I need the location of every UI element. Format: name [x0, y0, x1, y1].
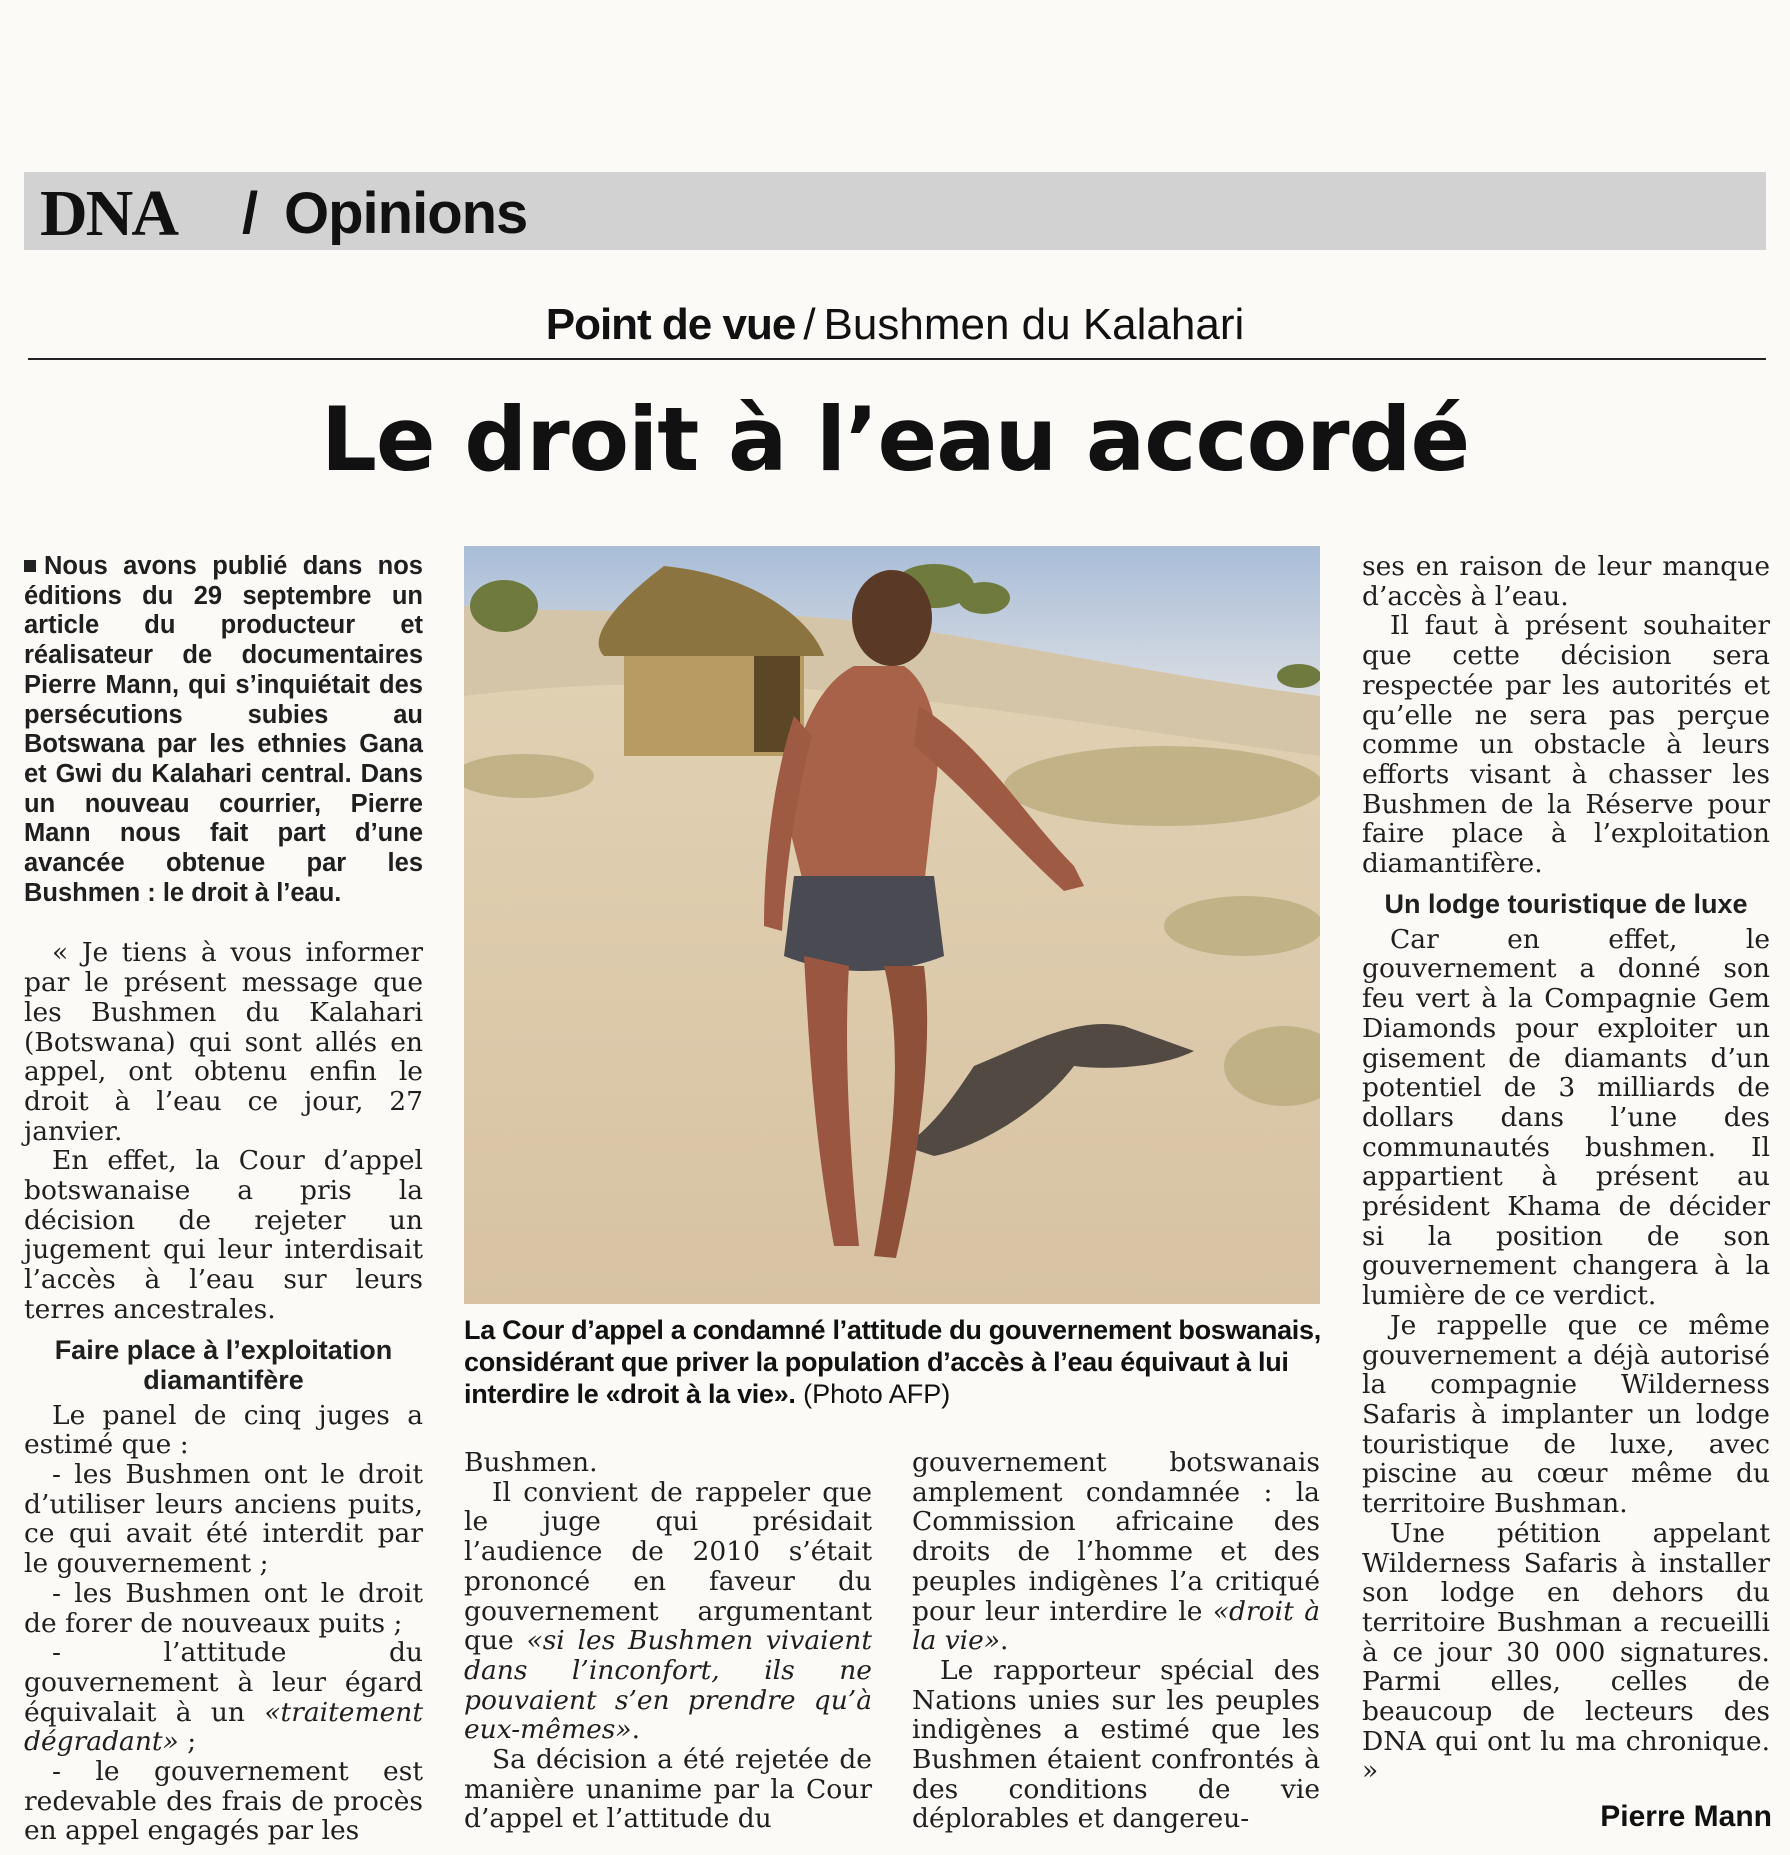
photo-caption — [464, 1314, 1324, 1410]
list-item — [24, 1638, 423, 1757]
list-item-quote: «traitement dégradant» — [24, 1696, 423, 1758]
column-3 — [912, 1448, 1320, 1834]
body-paragraph: Sa décision a été rejetée de manière unanime par la Cour d’appel et l’attitude du — [464, 1744, 872, 1835]
body-paragraph: Une pétition appelant Wilderness Safaris à installer son lodge en dehors du territoire Bushman a recueilli à ce jour 30 000 signatures. Parmi elles, celles de beaucoup de lecteurs des DNA qui ont lu ma chronique. » — [1362, 1517, 1770, 1787]
body-quote: «droit à la vie» — [912, 1595, 1320, 1657]
body-paragraph — [912, 1448, 1320, 1656]
masthead-separator: / — [242, 181, 259, 246]
body-paragraph: ses en raison de leur manque d’accès à l’eau. — [1362, 551, 1770, 612]
headline: Le droit à l’eau accordé — [320, 388, 1470, 491]
body-paragraph: Je rappelle que ce même gouvernement a déjà autorisé la compagnie Wilderness Safaris à implanter un lodge touristique de luxe, avec piscine au cœur même du territoire Bushman. — [1362, 1309, 1770, 1520]
list-item-text: - l’attitude du gouvernement à leur égard équivalait à un — [24, 1637, 423, 1728]
lead-text: Nous avons publié dans nos éditions du 29 septembre un article du producteur et réalisateur de documentaires Pierre Mann, qui s’inquiétait des persécutions subies au Botswana par les ethnies Gana et Gwi du Kalahari central. Dans un nouveau courrier, Pierre Mann nous fait part d’une avancée obtenue par les Bushmen : le droit à l’eau. — [24, 552, 423, 907]
masthead-band — [24, 172, 1766, 250]
body-paragraph: « Je tiens à vous informer par le présent message que les Bushmen du Kalahari (Botswana) qui sont allés en appel, ont obtenu enfin le droit à l’eau ce jour, 27 janvier. — [24, 937, 423, 1147]
body-paragraph — [464, 1478, 872, 1745]
body-paragraph: En effet, la Cour d’appel botswanaise a pris la décision de rejeter un jugement qui leur interdisait l’accès à l’eau sur leurs terres ancestrales. — [24, 1145, 423, 1325]
rubric-rule — [28, 358, 1766, 360]
author-signature: Pierre Mann — [1600, 1800, 1772, 1833]
masthead-section: Opinions — [284, 181, 528, 246]
rubric — [0, 300, 1790, 350]
body-paragraph: Le panel de cinq juges a estimé que : — [24, 1399, 423, 1461]
masthead-brand: DNA — [40, 177, 177, 250]
body-paragraph: Il faut à présent souhaiter que cette décision sera respectée par les autorités et qu’elle ne sera pas perçue comme un obstacle à leurs efforts visant à chasser les Bushmen de la Réserve pour faire place à l’exploitation diamantifère. — [1362, 610, 1770, 880]
list-item: - le gouvernement est redevable des frais de procès en appel engagés par les — [24, 1756, 423, 1847]
list-item: - les Bushmen ont le droit d’utiliser leurs anciens puits, ce qui avait été interdit par le gouvernement ; — [24, 1458, 423, 1580]
subheading: Un lodge touristique de luxe — [1384, 888, 1748, 919]
rubric-topic: Bushmen du Kalahari — [823, 300, 1245, 349]
body-text: . — [631, 1714, 641, 1746]
photo-credit: (Photo AFP) — [803, 1379, 951, 1409]
photo-illustration — [464, 546, 1320, 1304]
list-item: - les Bushmen ont le droit de forer de nouveaux puits ; — [24, 1577, 423, 1639]
article-photo — [464, 546, 1320, 1304]
lead-paragraph — [24, 552, 423, 908]
body-text: Il convient de rappeler que le juge qui présidait l’audience de 2010 s’était prononcé en faveur du gouvernement argumentant que — [464, 1476, 872, 1657]
lead-bullet — [24, 560, 36, 572]
body-text: . — [1000, 1625, 1009, 1657]
caption-text: La Cour d’appel a condamné l’attitude du gouvernement boswanais, considérant que priver la population d’accès à l’eau équivaut à lui interdire le «droit à la vie». — [464, 1315, 1321, 1409]
body-paragraph: Car en effet, le gouvernement a donné son feu vert à la Compagnie Gem Diamonds pour exploiter un gisement de diamants d’un potentiel de 3 milliards de dollars dans l’une des communautés bushmen. Il appartient à présent au président Khama de décider si la position de son gouvernement changera à la lumière de ce verdict. — [1362, 923, 1770, 1312]
subheading: Faire place à l’exploitation diamantifère — [54, 1334, 393, 1395]
rubric-slash: / — [803, 300, 816, 349]
body-paragraph: Bushmen. — [464, 1447, 598, 1478]
body-quote: «si les Bushmen vivaient dans l’inconfort, ils ne pouvaient s’en prendre qu’à eux-mêmes» — [464, 1625, 872, 1746]
column-2 — [464, 1448, 872, 1834]
list-item-text: ; — [178, 1726, 197, 1758]
column-4 — [1362, 552, 1770, 1786]
column-1 — [24, 552, 423, 1846]
body-text: gouvernement botswanais amplement condamnée : la Commission africaine des droits de l’homme et des peuples indigènes l’a critiqué pour leur interdire le — [912, 1447, 1320, 1627]
rubric-kicker: Point de vue — [545, 300, 796, 349]
body-paragraph: Le rapporteur spécial des Nations unies sur les peuples indigènes a estimé que les Bushmen étaient confrontés à des conditions de vie déplorables et dangereu- — [912, 1654, 1320, 1835]
